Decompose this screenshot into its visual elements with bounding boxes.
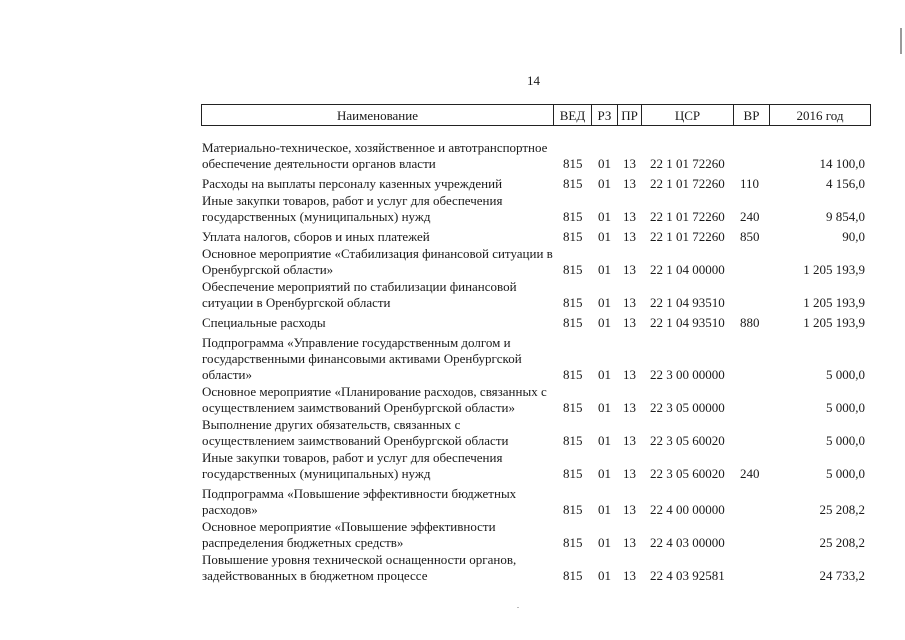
row-csr: 22 3 05 00000 — [650, 400, 725, 415]
row-pr: 13 — [623, 535, 636, 550]
header-ved: ВЕД — [554, 105, 592, 125]
row-ved: 815 — [563, 156, 583, 171]
row-csr: 22 3 05 60020 — [650, 466, 725, 481]
row-amount: 90,0 — [842, 229, 865, 244]
row-ved: 815 — [563, 568, 583, 583]
row-pr: 13 — [623, 466, 636, 481]
row-name: Расходы на выплаты персоналу казенных учреждений — [202, 176, 503, 191]
header-name: Наименование — [202, 105, 554, 125]
row-amount: 5 000,0 — [826, 466, 865, 481]
row-amount: 5 000,0 — [826, 367, 865, 382]
row-pr: 13 — [623, 209, 636, 224]
row-name: Основное мероприятие «Стабилизация финансовой ситуации в Оренбургской области» — [202, 246, 553, 277]
row-amount: 1 205 193,9 — [803, 262, 865, 277]
row-vr: 240 — [740, 209, 760, 224]
row-csr: 22 3 05 60020 — [650, 433, 725, 448]
row-csr: 22 1 04 93510 — [650, 315, 725, 330]
row-name: Материально-техническое, хозяйственное и автотранспортное обеспечение деятельности органов власти — [202, 140, 548, 171]
row-pr: 13 — [623, 367, 636, 382]
page-number: 14 — [527, 73, 540, 88]
row-pr: 13 — [623, 262, 636, 277]
row-name: Подпрограмма «Управление государственным долгом и государственными финансовыми активами Оренбургской области» — [202, 335, 522, 382]
row-ved: 815 — [563, 502, 583, 517]
row-csr: 22 1 04 93510 — [650, 295, 725, 310]
row-csr: 22 1 01 72260 — [650, 209, 725, 224]
row-rz: 01 — [598, 502, 611, 517]
row-csr: 22 3 00 00000 — [650, 367, 725, 382]
row-name: Иные закупки товаров, работ и услуг для обеспечения государственных (муниципальных) нужд — [202, 450, 503, 481]
row-pr: 13 — [623, 229, 636, 244]
row-csr: 22 1 01 72260 — [650, 176, 725, 191]
row-vr: 110 — [740, 176, 760, 191]
row-rz: 01 — [598, 229, 611, 244]
row-rz: 01 — [598, 367, 611, 382]
row-name: Основное мероприятие «Повышение эффективности распределения бюджетных средств» — [202, 519, 496, 550]
row-ved: 815 — [563, 262, 583, 277]
row-amount: 1 205 193,9 — [803, 315, 865, 330]
row-ved: 815 — [563, 400, 583, 415]
row-ved: 815 — [563, 315, 583, 330]
row-ved: 815 — [563, 209, 583, 224]
row-name: Уплата налогов, сборов и иных платежей — [202, 229, 430, 244]
row-amount: 9 854,0 — [826, 209, 865, 224]
row-pr: 13 — [623, 433, 636, 448]
row-rz: 01 — [598, 433, 611, 448]
row-amount: 24 733,2 — [819, 568, 865, 583]
row-amount: 5 000,0 — [826, 433, 865, 448]
row-ved: 815 — [563, 176, 583, 191]
row-csr: 22 1 01 72260 — [650, 156, 725, 171]
row-rz: 01 — [598, 535, 611, 550]
row-ved: 815 — [563, 229, 583, 244]
row-ved: 815 — [563, 367, 583, 382]
row-ved: 815 — [563, 295, 583, 310]
row-name: Обеспечение мероприятий по стабилизации финансовой ситуации в Оренбургской области — [202, 279, 517, 310]
row-amount: 14 100,0 — [819, 156, 865, 171]
row-amount: 25 208,2 — [819, 535, 865, 550]
scan-dot — [517, 607, 519, 608]
row-rz: 01 — [598, 176, 611, 191]
row-name: Иные закупки товаров, работ и услуг для обеспечения государственных (муниципальных) нужд — [202, 193, 503, 224]
header-vr: ВР — [734, 105, 770, 125]
row-ved: 815 — [563, 535, 583, 550]
row-rz: 01 — [598, 400, 611, 415]
row-csr: 22 1 01 72260 — [650, 229, 725, 244]
row-amount: 5 000,0 — [826, 400, 865, 415]
row-pr: 13 — [623, 315, 636, 330]
row-name: Выполнение других обязательств, связанных с осуществлением заимствований Оренбургской области — [202, 417, 509, 448]
row-rz: 01 — [598, 295, 611, 310]
row-rz: 01 — [598, 466, 611, 481]
header-csr: ЦСР — [642, 105, 734, 125]
row-pr: 13 — [623, 400, 636, 415]
row-pr: 13 — [623, 502, 636, 517]
row-vr: 240 — [740, 466, 760, 481]
row-pr: 13 — [623, 568, 636, 583]
row-name: Повышение уровня технической оснащенности органов, задействованных в бюджетном процессе — [202, 552, 517, 583]
header-pr: ПР — [618, 105, 642, 125]
row-pr: 13 — [623, 156, 636, 171]
row-amount: 1 205 193,9 — [803, 295, 865, 310]
row-rz: 01 — [598, 156, 611, 171]
row-rz: 01 — [598, 568, 611, 583]
row-name: Основное мероприятие «Планирование расходов, связанных с осуществлением заимствований Оренбургской области» — [202, 384, 547, 415]
row-amount: 4 156,0 — [826, 176, 865, 191]
row-csr: 22 4 03 92581 — [650, 568, 725, 583]
row-name: Подпрограмма «Повышение эффективности бюджетных расходов» — [202, 486, 517, 517]
row-name: Специальные расходы — [202, 315, 326, 330]
row-pr: 13 — [623, 176, 636, 191]
row-vr: 880 — [740, 315, 760, 330]
row-ved: 815 — [563, 433, 583, 448]
row-rz: 01 — [598, 209, 611, 224]
row-csr: 22 4 00 00000 — [650, 502, 725, 517]
header-year: 2016 год — [796, 108, 844, 123]
row-csr: 22 4 03 00000 — [650, 535, 725, 550]
row-rz: 01 — [598, 315, 611, 330]
row-amount: 25 208,2 — [819, 502, 865, 517]
row-csr: 22 1 04 00000 — [650, 262, 725, 277]
row-rz: 01 — [598, 262, 611, 277]
header-rz: РЗ — [592, 105, 618, 125]
row-pr: 13 — [623, 295, 636, 310]
row-ved: 815 — [563, 466, 583, 481]
row-vr: 850 — [740, 229, 760, 244]
